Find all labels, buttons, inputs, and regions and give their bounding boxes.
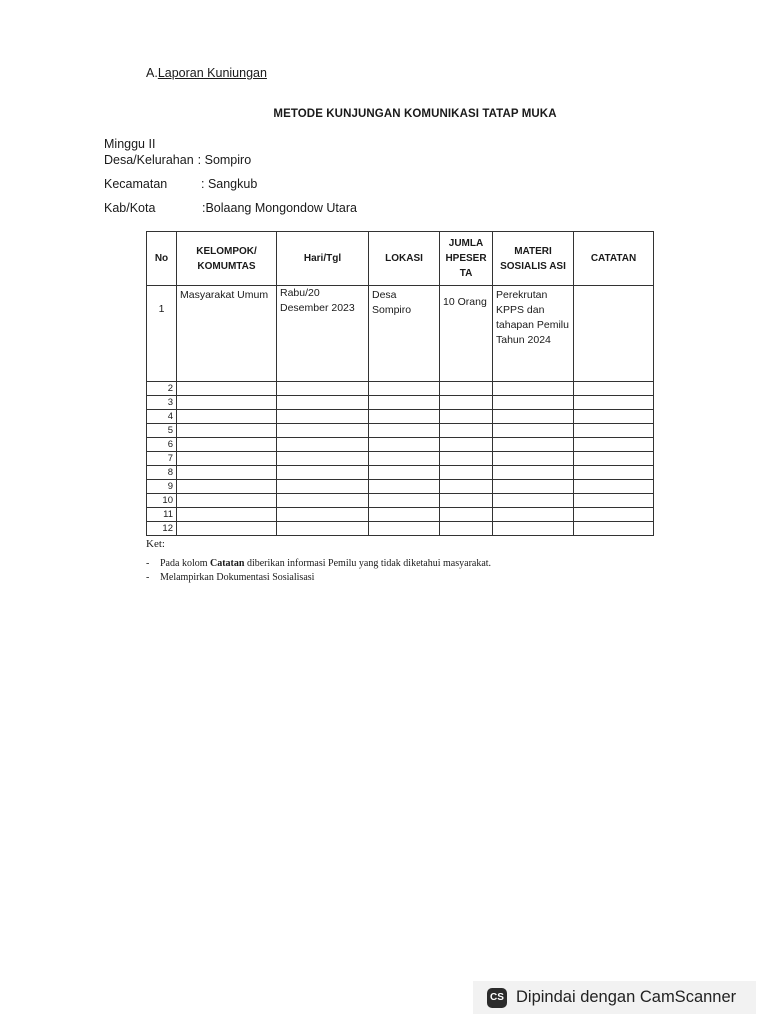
kabkota-row (104, 201, 357, 215)
cell-no: 11 (147, 508, 177, 522)
cell-no: 1 (147, 286, 177, 382)
table-cell (277, 508, 369, 522)
cell-materi: Perekrutan KPPS dan tahapan Pemilu Tahun 2024 (493, 286, 574, 382)
table-cell (177, 480, 277, 494)
table-cell (440, 410, 493, 424)
table-cell (369, 382, 440, 396)
table-cell (440, 438, 493, 452)
cell-jumlah: 10 Orang (440, 286, 493, 382)
table-cell (493, 480, 574, 494)
table-cell (440, 424, 493, 438)
table-row (147, 466, 654, 480)
section-title: Laporan Kuniungan (157, 66, 267, 80)
table-cell (493, 452, 574, 466)
table-cell (177, 522, 277, 536)
table-row (147, 452, 654, 466)
table-cell (369, 508, 440, 522)
table-cell (574, 452, 654, 466)
table-cell (177, 410, 277, 424)
table-cell (574, 508, 654, 522)
table-cell (493, 438, 574, 452)
kabkota-label: Kab/Kota (104, 201, 156, 215)
table-row (147, 410, 654, 424)
table-cell (277, 438, 369, 452)
table-row (147, 508, 654, 522)
section-prefix: A. (146, 66, 158, 80)
table-cell (574, 396, 654, 410)
table-cell (493, 410, 574, 424)
table-row (147, 382, 654, 396)
table-cell (369, 424, 440, 438)
header-hari-tgl: Hari/Tgl (277, 232, 369, 286)
table-header-row (147, 232, 654, 286)
ket-label: Ket: (146, 538, 165, 550)
table-cell (574, 480, 654, 494)
cell-no: 9 (147, 480, 177, 494)
table-cell (277, 396, 369, 410)
table-cell (369, 494, 440, 508)
desa-value: : Sompiro (197, 153, 252, 167)
table-cell (177, 508, 277, 522)
table-cell (277, 424, 369, 438)
table-cell (369, 452, 440, 466)
table-cell (493, 396, 574, 410)
table-cell (177, 396, 277, 410)
table-cell (574, 410, 654, 424)
header-jumlah-peserta: JUMLA HPESER TA (440, 232, 493, 286)
camscanner-logo: CS (487, 988, 507, 1008)
table-row (147, 494, 654, 508)
header-materi: MATERI SOSIALIS ASI (493, 232, 574, 286)
table-cell (440, 382, 493, 396)
table-cell (493, 424, 574, 438)
header-catatan: CATATAN (574, 232, 654, 286)
table-cell (440, 452, 493, 466)
table-cell (177, 424, 277, 438)
table-cell (277, 480, 369, 494)
table-row (147, 424, 654, 438)
table-cell (177, 452, 277, 466)
cell-no: 3 (147, 396, 177, 410)
note-item: - Melampirkan Dokumentasi Sosialisasi (146, 572, 315, 583)
table-cell (574, 466, 654, 480)
table-cell (277, 522, 369, 536)
week-label: Minggu II (104, 137, 156, 151)
kecamatan-value: : Sangkub (201, 177, 258, 191)
table-cell (574, 438, 654, 452)
cell-hari-tgl: Rabu/20 Desember 2023 (277, 286, 369, 382)
table-cell (440, 522, 493, 536)
note-item: - Pada kolom Catatan diberikan informasi Pemilu yang tidak diketahui masyarakat. (146, 558, 492, 569)
cell-lokasi: Desa Sompiro (369, 286, 440, 382)
table-cell (369, 438, 440, 452)
table-cell (493, 522, 574, 536)
table-cell (177, 466, 277, 480)
desa-label: Desa/Kelurahan (104, 153, 194, 167)
cell-no: 2 (147, 382, 177, 396)
table-cell (493, 494, 574, 508)
table-cell (177, 382, 277, 396)
table-cell (493, 382, 574, 396)
header-no: No (147, 232, 177, 286)
table-cell (369, 480, 440, 494)
cell-no: 4 (147, 410, 177, 424)
kecamatan-row (104, 177, 258, 191)
kecamatan-label: Kecamatan (104, 177, 168, 191)
desa-row (104, 153, 251, 167)
document-title: METODE KUNJUNGAN KOMUNIKASI TATAP MUKA (273, 108, 557, 120)
table-cell (277, 410, 369, 424)
table-cell (574, 494, 654, 508)
table-cell (369, 522, 440, 536)
table-cell (369, 410, 440, 424)
table-row (147, 438, 654, 452)
notes-list (146, 558, 491, 586)
table-cell (277, 494, 369, 508)
table-cell (574, 522, 654, 536)
header-lokasi: LOKASI (369, 232, 440, 286)
cell-no: 7 (147, 452, 177, 466)
cell-no: 8 (147, 466, 177, 480)
table-cell (493, 466, 574, 480)
table-cell (369, 396, 440, 410)
table-cell (277, 452, 369, 466)
table-cell (574, 382, 654, 396)
table-cell (369, 466, 440, 480)
cell-catatan (574, 286, 654, 382)
camscanner-watermark (473, 981, 756, 1014)
table-cell (177, 438, 277, 452)
cell-no: 12 (147, 522, 177, 536)
section-heading (146, 66, 267, 80)
table-cell (277, 382, 369, 396)
table-row (147, 522, 654, 536)
table-cell (440, 494, 493, 508)
table-cell (574, 424, 654, 438)
table-row (147, 396, 654, 410)
table-cell (440, 508, 493, 522)
table-cell (440, 396, 493, 410)
cell-no: 6 (147, 438, 177, 452)
table-cell (440, 466, 493, 480)
header-kelompok: KELOMPOK/ KOMUMTAS (177, 232, 277, 286)
kabkota-value: :Bolaang Mongondow Utara (202, 201, 357, 215)
table-row (147, 286, 654, 382)
visit-table (146, 231, 654, 536)
cell-no: 10 (147, 494, 177, 508)
cell-kelompok: Masyarakat Umum (177, 286, 277, 382)
table-cell (277, 466, 369, 480)
table-cell (177, 494, 277, 508)
cell-no: 5 (147, 424, 177, 438)
camscanner-text: Dipindai dengan CamScanner (516, 988, 737, 1006)
table-row (147, 480, 654, 494)
table-cell (493, 508, 574, 522)
table-cell (440, 480, 493, 494)
